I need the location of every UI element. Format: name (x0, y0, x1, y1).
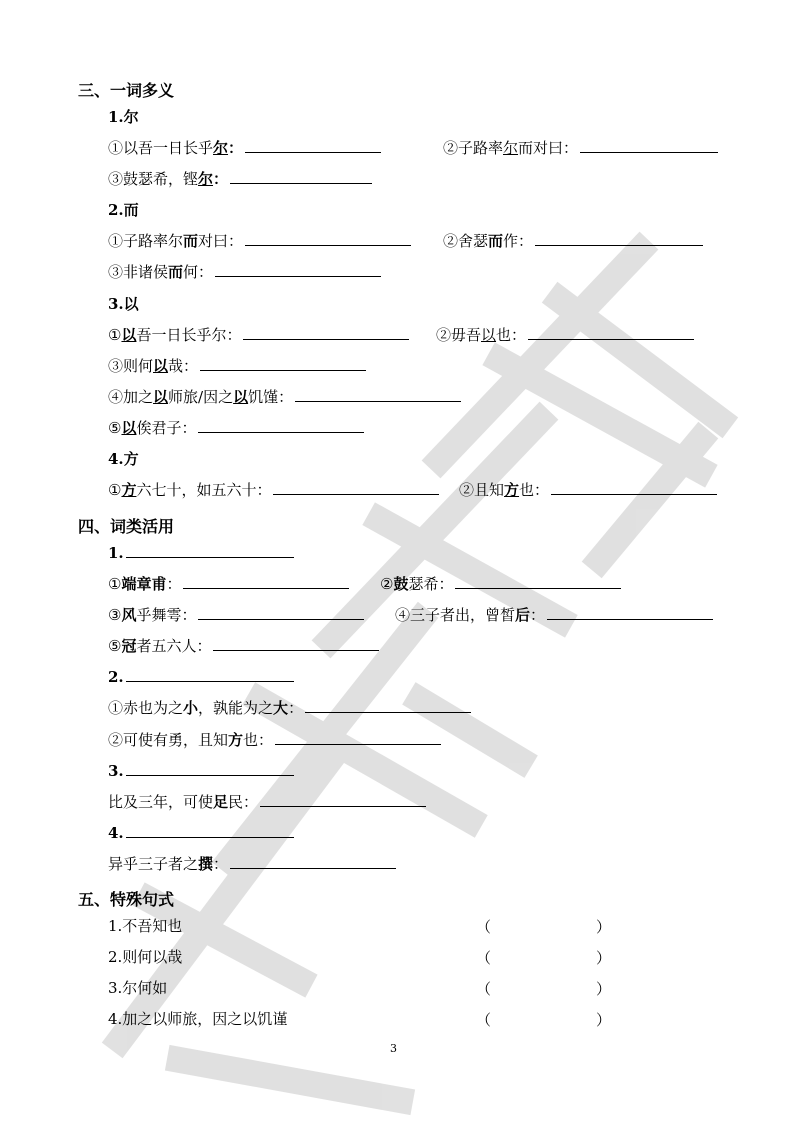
exercise-item: ①方六七十，如五六十： (108, 479, 439, 501)
answer-blank[interactable] (245, 137, 381, 153)
answer-blank[interactable] (183, 573, 349, 589)
answer-blank[interactable] (200, 355, 366, 371)
subsection-title: 1.尔 (108, 108, 139, 126)
paren-open: （ (476, 980, 492, 998)
group-title: 3. (108, 760, 294, 782)
answer-blank[interactable] (243, 324, 409, 340)
paren-open: （ (476, 949, 492, 967)
answer-blank[interactable] (260, 791, 426, 807)
exercise-item: ①以吾一日长乎尔： (108, 324, 409, 346)
page-number: 3 (390, 1042, 397, 1055)
paren-close: ） (596, 980, 612, 998)
group-title: 1. (108, 542, 294, 564)
subsection-title: 3.以 (108, 295, 139, 313)
section-title: 五、特殊句式 (78, 890, 175, 909)
exercise-item: ①子路率尔而对曰： (108, 230, 411, 252)
exercise-item: ③鼓瑟希，铿尔： (108, 168, 372, 190)
exercise-item: ②舍瑟而作： (443, 230, 703, 252)
answer-blank[interactable] (230, 168, 372, 184)
sentence-item: 2.则何以哉 (108, 948, 183, 966)
answer-blank[interactable] (215, 261, 381, 277)
answer-blank[interactable] (126, 666, 294, 682)
exercise-item: ②鼓瑟希： (380, 573, 621, 595)
exercise-item: ④三子者出，曾皙后： (395, 604, 713, 626)
exercise-item: ②可使有勇，且知方也： (108, 729, 441, 751)
answer-blank[interactable] (213, 635, 379, 651)
paren-open: （ (476, 1011, 492, 1029)
answer-blank[interactable] (245, 230, 411, 246)
exercise-item: ②子路率尔而对曰： (443, 137, 718, 159)
exercise-item: ②且知方也： (459, 479, 717, 501)
answer-blank[interactable] (535, 230, 703, 246)
group-title: 4. (108, 822, 294, 844)
paren-close: ） (596, 918, 612, 936)
answer-blank[interactable] (455, 573, 621, 589)
answer-blank[interactable] (305, 697, 471, 713)
sentence-item: 4.加之以师旅，因之以饥谨 (108, 1010, 288, 1028)
paren-open: （ (476, 918, 492, 936)
answer-blank[interactable] (551, 479, 717, 495)
section-title: 三、一词多义 (78, 81, 175, 100)
answer-blank[interactable] (230, 853, 396, 869)
subsection-title: 4.方 (108, 450, 139, 468)
exercise-item: ③风乎舞雩： (108, 604, 364, 626)
answer-blank[interactable] (528, 324, 694, 340)
answer-blank[interactable] (198, 604, 364, 620)
exercise-item: ③则何以哉： (108, 355, 366, 377)
exercise-item: ③非诸侯而何： (108, 261, 381, 283)
exercise-item: ①端章甫： (108, 573, 349, 595)
exercise-item: ①赤也为之小，孰能为之大： (108, 697, 471, 719)
answer-blank[interactable] (580, 137, 718, 153)
paren-close: ） (596, 1011, 612, 1029)
exercise-item: ②毋吾以也： (436, 324, 694, 346)
answer-blank[interactable] (198, 417, 364, 433)
answer-blank[interactable] (126, 542, 294, 558)
exercise-item: 异乎三子者之撰： (108, 853, 396, 875)
exercise-item: 比及三年，可使足民： (108, 791, 426, 813)
exercise-item: ⑤以俟君子： (108, 417, 364, 439)
exercise-item: ⑤冠者五六人： (108, 635, 379, 657)
group-title: 2. (108, 666, 294, 688)
exercise-item: ④加之以师旅/因之以饥馑： (108, 386, 461, 408)
subsection-title: 2.而 (108, 201, 139, 219)
answer-blank[interactable] (275, 729, 441, 745)
answer-blank[interactable] (295, 386, 461, 402)
answer-blank[interactable] (547, 604, 713, 620)
answer-blank[interactable] (126, 822, 294, 838)
sentence-item: 3.尔何如 (108, 979, 168, 997)
paren-close: ） (596, 949, 612, 967)
section-title: 四、词类活用 (78, 517, 175, 536)
answer-blank[interactable] (126, 760, 294, 776)
answer-blank[interactable] (273, 479, 439, 495)
exercise-item: ①以吾一日长乎尔： (108, 137, 381, 159)
sentence-item: 1.不吾知也 (108, 917, 183, 935)
